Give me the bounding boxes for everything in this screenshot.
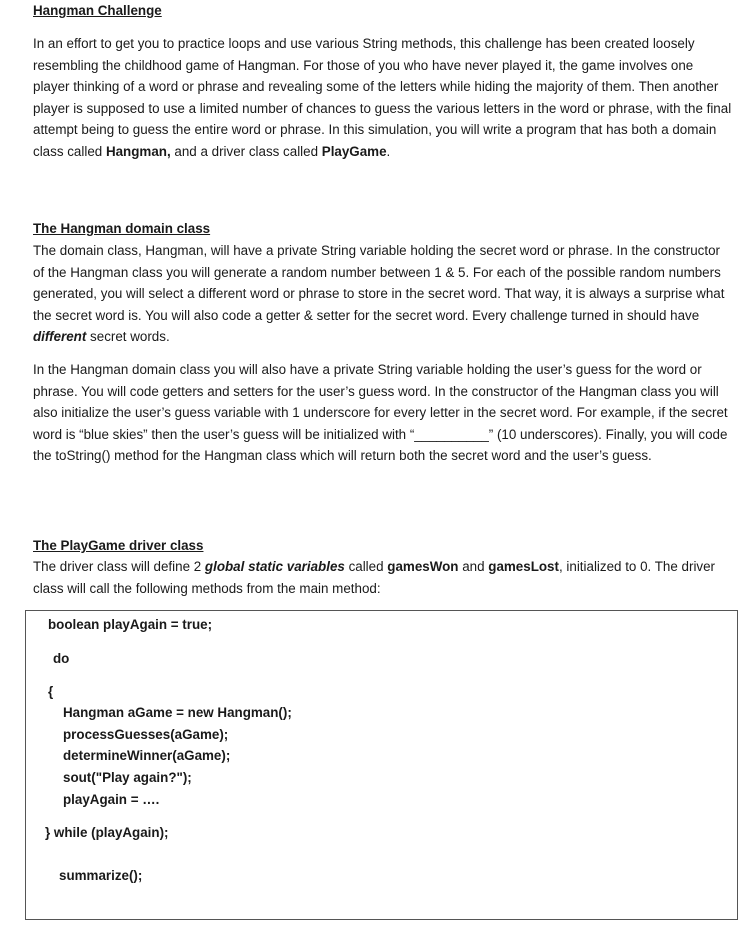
intro-text-3: . xyxy=(386,143,391,159)
code-line-7: sout("Play again?"); xyxy=(63,770,192,785)
domain-paragraph-2: In the Hangman domain class you will also have a private String variable holding the user’s guess for the word or phrase. You will code getters and setters for the user’s guess word. In the constructor of the Hangman class you will also initialize the user’s guess variable with 1 underscore for every letter in the secret word. For example, if the secret word is “blue skies” then the user’s guess will be initialized with “__________” (10 underscores). Finally, you will code the toString() method for the Hangman class which will return both the secret word and the user’s guess. xyxy=(33,362,728,463)
intro-paragraph xyxy=(33,33,733,162)
domain-p1-emphasis: different xyxy=(33,329,87,344)
domain-p1-text: The domain class, Hangman, will have a private String variable holding the secret word or phrase. In the constructor of the Hangman class you will generate a random number between 1 & 5. For each of the possible random numbers generated, you will select a different word or phrase to store in the secret word. That way, it is always a surprise what the secret word is. You will also code a getter & setter for the secret word. Every challenge turned in should have xyxy=(33,243,725,323)
code-line-10: summarize(); xyxy=(59,868,143,883)
driver-text-2: called xyxy=(344,559,388,574)
domain-section-heading: The Hangman domain class xyxy=(33,221,211,236)
domain-p1-text-2: secret words. xyxy=(86,329,170,344)
intro-hangman-bold: Hangman, xyxy=(105,143,171,159)
driver-text: The driver class will define 2 xyxy=(33,559,205,574)
intro-text: In an effort to get you to practice loops and use various String methods, this challenge has been created loosely resembling the childhood game of Hangman. For those of you who have never played it, the game involves one player thinking of a word or phrase and revealing some of the letters while hiding the majority of them. Then another player is supposed to use a limited number of chances to guess the various letters in the word or phrase, with the final attempt being to guess the entire word or phrase. In this simulation, you will write a program that has both a domain class called xyxy=(33,36,732,159)
driver-gameslost-bold: gamesLost xyxy=(488,559,559,574)
driver-gameswon-bold: gamesWon xyxy=(387,559,459,574)
code-line-1: boolean playAgain = true; xyxy=(48,617,213,632)
driver-text-4: , initialized to 0. The driver class will call the following methods from the main method: xyxy=(33,559,716,596)
code-line-6: determineWinner(aGame); xyxy=(63,748,231,763)
driver-section-heading: The PlayGame driver class xyxy=(33,538,204,553)
code-line-5: processGuesses(aGame); xyxy=(63,727,229,742)
driver-paragraph xyxy=(33,556,733,599)
page-title: Hangman Challenge xyxy=(33,3,162,18)
intro-playgame-bold: PlayGame xyxy=(321,143,387,159)
domain-paragraph-1 xyxy=(33,240,733,348)
code-line-9: } while (playAgain); xyxy=(45,825,169,840)
driver-emphasis: global static variables xyxy=(204,559,345,574)
code-line-3: { xyxy=(48,684,54,699)
driver-text-3: and xyxy=(458,559,489,574)
code-box xyxy=(25,610,738,920)
code-line-2: do xyxy=(53,651,70,666)
intro-text-2: and a driver class called xyxy=(170,143,322,159)
code-line-8: playAgain = …. xyxy=(63,792,160,807)
code-line-4: Hangman aGame = new Hangman(); xyxy=(63,705,292,720)
